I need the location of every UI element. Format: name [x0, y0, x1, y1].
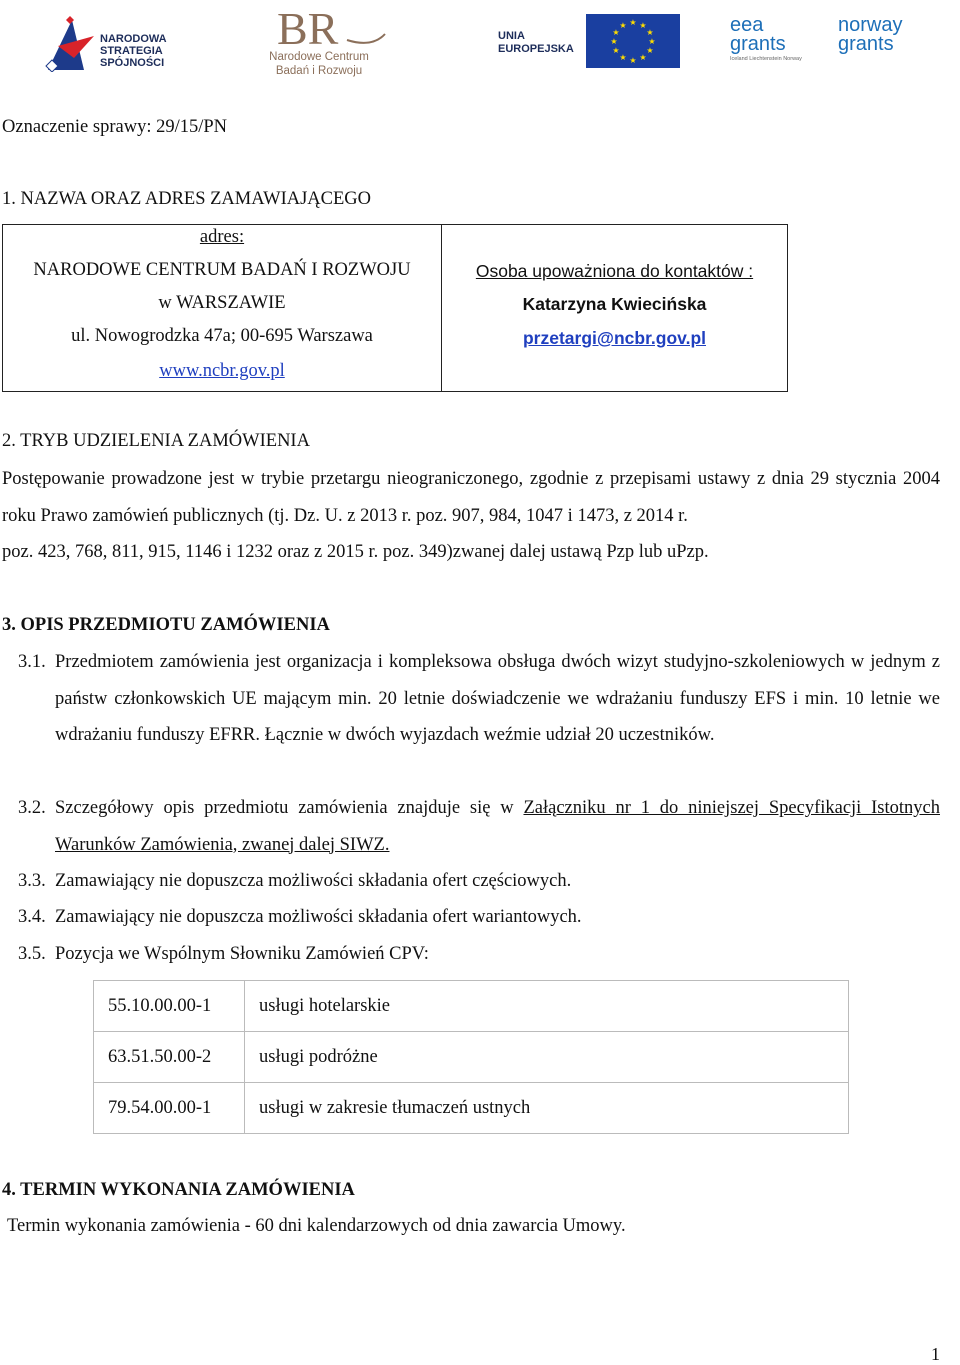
item-number: 3.1.	[18, 652, 46, 672]
cpv-code: 55.10.00.00-1	[94, 981, 245, 1032]
section-2-heading: 2. TRYB UDZIELENIA ZAMÓWIENIA	[2, 431, 310, 451]
section-1-heading: 1. NAZWA ORAZ ADRES ZAMAWIAJĄCEGO	[2, 189, 372, 209]
table-row	[94, 1032, 849, 1083]
org-street: ul. Nowogrodzka 47a; 00-695 Warszawa	[71, 326, 373, 346]
contracting-authority-table	[2, 224, 788, 392]
section-2-text	[2, 461, 940, 571]
item-3-5	[18, 936, 940, 973]
logo-eea-grants	[730, 16, 824, 72]
cpv-table	[93, 980, 849, 1134]
header-logos	[0, 0, 960, 92]
item-3-1	[18, 644, 940, 754]
cpv-name: usługi podróżne	[245, 1032, 849, 1083]
item-text-plain: Szczegółowy opis przedmiotu zamówienia znajduje się w	[55, 798, 524, 818]
nss-star-icon	[44, 16, 96, 72]
item-text: Przedmiotem zamówienia jest organizacja i kompleksowa obsługa dwóch wizyt studyjno-szkoleniowych w jednym z państw członkowskich UE mającym min. 20 letnie doświadczenie we wdrażaniu funduszy EFS i min. 10 letnie we wdrażaniu funduszy EFRR. Łącznie w dwóch wyjazdach weźmie udział 20 uczestników.	[55, 652, 940, 745]
item-text	[55, 790, 940, 863]
svg-text:★: ★	[612, 46, 620, 55]
cpv-code: 79.54.00.00-1	[94, 1083, 245, 1134]
attachment-reference: Załączniku nr 1 do niniejszej Specyfikacji Istotnych Warunków Zamówienia, zwanej dalej SIWZ.	[55, 798, 940, 855]
contact-email-link[interactable]: przetargi@ncbr.gov.pl	[522, 328, 706, 348]
br-monogram: BR	[277, 4, 339, 52]
item-3-2	[18, 790, 940, 863]
svg-text:★: ★	[610, 37, 618, 46]
svg-text:★: ★	[639, 53, 647, 62]
eea-logo-subtext: Iceland Liechtenstein Norway	[730, 56, 802, 62]
br-monogram-icon	[277, 4, 387, 52]
svg-text:★: ★	[619, 21, 627, 30]
table-row	[94, 1083, 849, 1134]
svg-text:★: ★	[629, 56, 637, 65]
address-label: adres:	[199, 227, 245, 247]
svg-text:★: ★	[619, 53, 627, 62]
table-row	[94, 981, 849, 1032]
section-3-heading: 3. OPIS PRZEDMIOTU ZAMÓWIENIA	[2, 615, 330, 635]
norway-logo-text: norway grants	[838, 14, 903, 55]
section-4-text: Termin wykonania zamówienia - 60 dni kalendarzowych od dnia zawarcia Umowy.	[7, 1216, 626, 1236]
eea-logo-text: eea grants	[730, 14, 786, 55]
item-text: Pozycja we Wspólnym Słowniku Zamówień CPV:	[55, 944, 429, 964]
svg-text:★: ★	[629, 18, 637, 27]
ue-logo-text: UNIA EUROPEJSKA	[498, 30, 574, 55]
item-3-4	[18, 899, 940, 936]
item-text: Zamawiający nie dopuszcza możliwości składania ofert wariantowych.	[55, 907, 582, 927]
ncbr-logo-text: Narodowe Centrum Badań i Rozwoju	[269, 51, 369, 77]
logo-unia-europejska	[498, 14, 682, 70]
eu-flag-icon	[586, 14, 680, 68]
svg-text:★: ★	[646, 28, 654, 37]
website-link[interactable]: www.ncbr.gov.pl	[159, 361, 285, 381]
item-number: 3.5.	[18, 944, 46, 964]
section-4-heading: 4. TERMIN WYKONANIA ZAMÓWIENIA	[2, 1180, 355, 1200]
logo-norway-grants	[838, 16, 956, 72]
nss-logo-text: NARODOWA STRATEGIA SPÓJNOŚCI	[100, 33, 167, 69]
contact-column	[442, 225, 787, 391]
item-number: 3.2.	[18, 798, 46, 818]
svg-text:★: ★	[648, 37, 656, 46]
item-number: 3.3.	[18, 871, 46, 891]
org-name: NARODOWE CENTRUM BADAŃ I ROZWOJU	[33, 260, 411, 280]
contact-name: Katarzyna Kwiecińska	[522, 294, 707, 314]
cpv-name: usługi w zakresie tłumaczeń ustnych	[245, 1083, 849, 1134]
org-city: w WARSZAWIE	[158, 293, 286, 313]
item-text: Zamawiający nie dopuszcza możliwości składania ofert częściowych.	[55, 871, 572, 891]
contact-label: Osoba upoważniona do kontaktów :	[475, 261, 754, 281]
svg-text:★: ★	[646, 46, 654, 55]
section-2-text-1: Postępowanie prowadzone jest w trybie przetargu nieograniczonego, zgodnie z przepisami ustawy z dnia 29 stycznia 2004 roku Prawo zamówień publicznych (tj. Dz. U. z 2013 r. poz. 907, 984, 1047 i 1473, z 2014 r.	[2, 469, 940, 526]
cpv-name: usługi hotelarskie	[245, 981, 849, 1032]
svg-text:★: ★	[639, 21, 647, 30]
item-3-3	[18, 863, 940, 900]
address-column	[3, 225, 442, 391]
cpv-code: 63.51.50.00-2	[94, 1032, 245, 1083]
case-reference: Oznaczenie sprawy: 29/15/PN	[2, 117, 228, 137]
section-2-text-2: poz. 423, 768, 811, 915, 1146 i 1232 oraz z 2015 r. poz. 349)zwanej dalej ustawą Pzp lub uPzp.	[2, 542, 709, 562]
page-number: 1	[931, 1344, 940, 1364]
item-number: 3.4.	[18, 907, 46, 927]
logo-ncbr	[255, 4, 405, 88]
logo-narodowa-strategia-spojnosci	[44, 14, 214, 76]
svg-text:★: ★	[612, 28, 620, 37]
